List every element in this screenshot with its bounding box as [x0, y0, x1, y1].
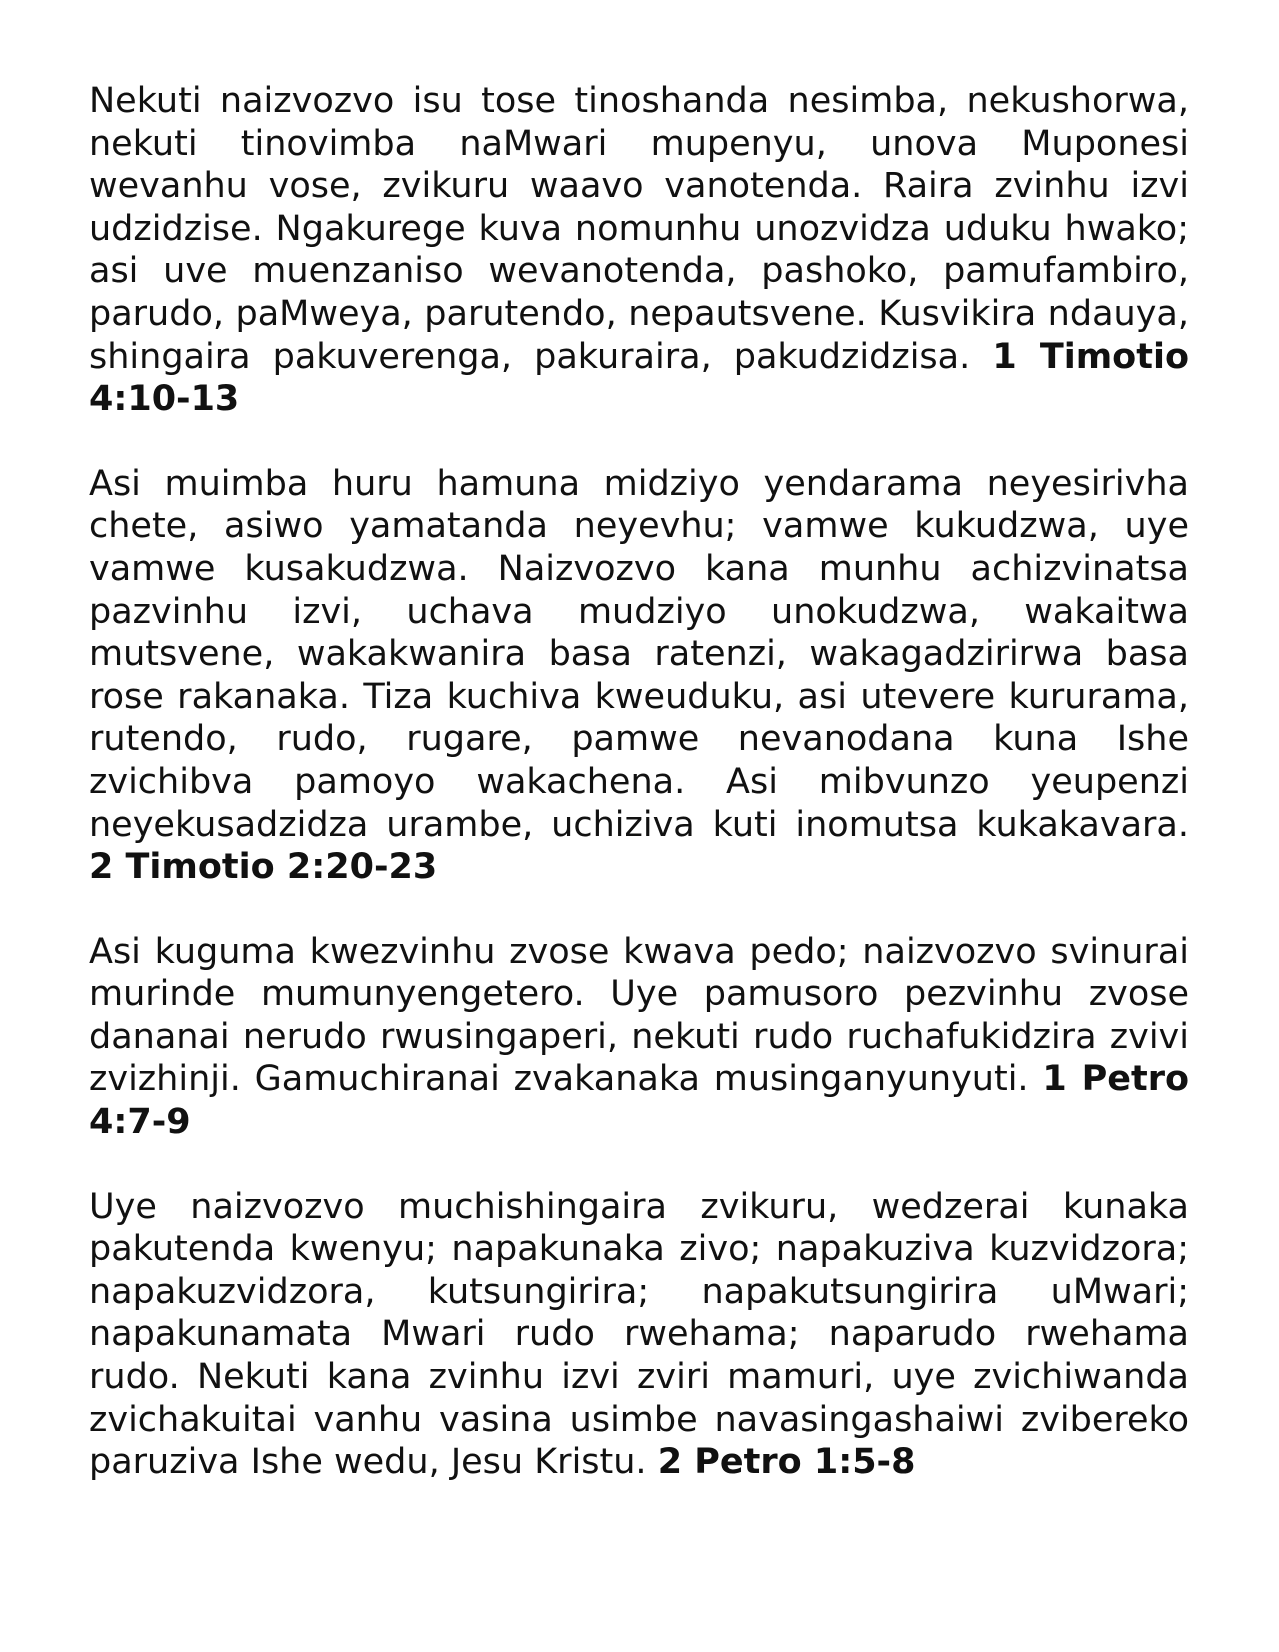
passage-text: Uye naizvozvo muchishingaira zvikuru, wedzerai kunaka pakutenda kwenyu; napakunaka zivo; napakuziva kuzvidzora; napakuzvidzora, kutsungirira; napakutsungirira uMwari; napakunamata Mwari rudo rwehama; naparudo rwehama rudo. Nekuti kana zvinhu izvi zviri mamuri, uye zvichiwanda zvichakuitai vanhu vasina usimbe navasingashaiwi zvibereko paruziva Ishe wedu, Jesu Kristu.	[89, 1186, 1189, 1483]
scripture-reference: 1 Petro 4:7-9	[89, 1059, 1189, 1143]
scripture-passage	[89, 931, 1189, 1144]
scripture-reference: 2 Timotio 2:20-23	[89, 847, 438, 888]
passage-text: Nekuti naizvozvo isu tose tinoshanda nesimba, nekushorwa, nekuti tinovimba naMwari mupenyu, unova Muponesi wevanhu vose, zvikuru waavo vanotenda. Raira zvinhu izvi udzidzise. Ngakurege kuva nomunhu unozvidza uduku hwako; asi uve muenzaniso wevanotenda, pashoko, pamufambiro, parudo, paMweya, parutendo, nepautsvene. Kusvikira ndauya, shingaira pakuverenga, pakuraira, pakudzidzisa.	[89, 81, 1189, 377]
scripture-passage	[89, 1186, 1189, 1484]
document-page	[89, 80, 1189, 1526]
scripture-passage	[89, 463, 1189, 889]
scripture-reference: 2 Petro 1:5-8	[657, 1442, 916, 1483]
passage-text: Asi kuguma kwezvinhu zvose kwava pedo; naizvozvo svinurai murinde mumunyengetero. Uye pamusoro pezvinhu zvose dananai nerudo rwusingaperi, nekuti rudo ruchafukidzira zvivi zvizhinji. Gamuchiranai zvakanaka musinganyunyuti.	[89, 931, 1189, 1100]
passage-text: Asi muimba huru hamuna midziyo yendarama neyesirivha chete, asiwo yamatanda neyevhu; vamwe kukudzwa, uye vamwe kusakudzwa. Naizvozvo kana munhu achizvinatsa pazvinhu izvi, uchava mudziyo unokudzwa, wakaitwa mutsvene, wakakwanira basa ratenzi, wakagadzirirwa basa rose rakanaka. Tiza kuchiva kweuduku, asi utevere kururama, rutendo, rudo, rugare, pamwe nevanodana kuna Ishe zvichibva pamoyo wakachena. Asi mibvunzo yeupenzi neyekusadzidza urambe, uchiziva kuti inomutsa kukakavara.	[89, 463, 1189, 845]
scripture-reference: 1 Timotio 4:10-13	[89, 336, 1189, 420]
scripture-passage	[89, 80, 1189, 421]
